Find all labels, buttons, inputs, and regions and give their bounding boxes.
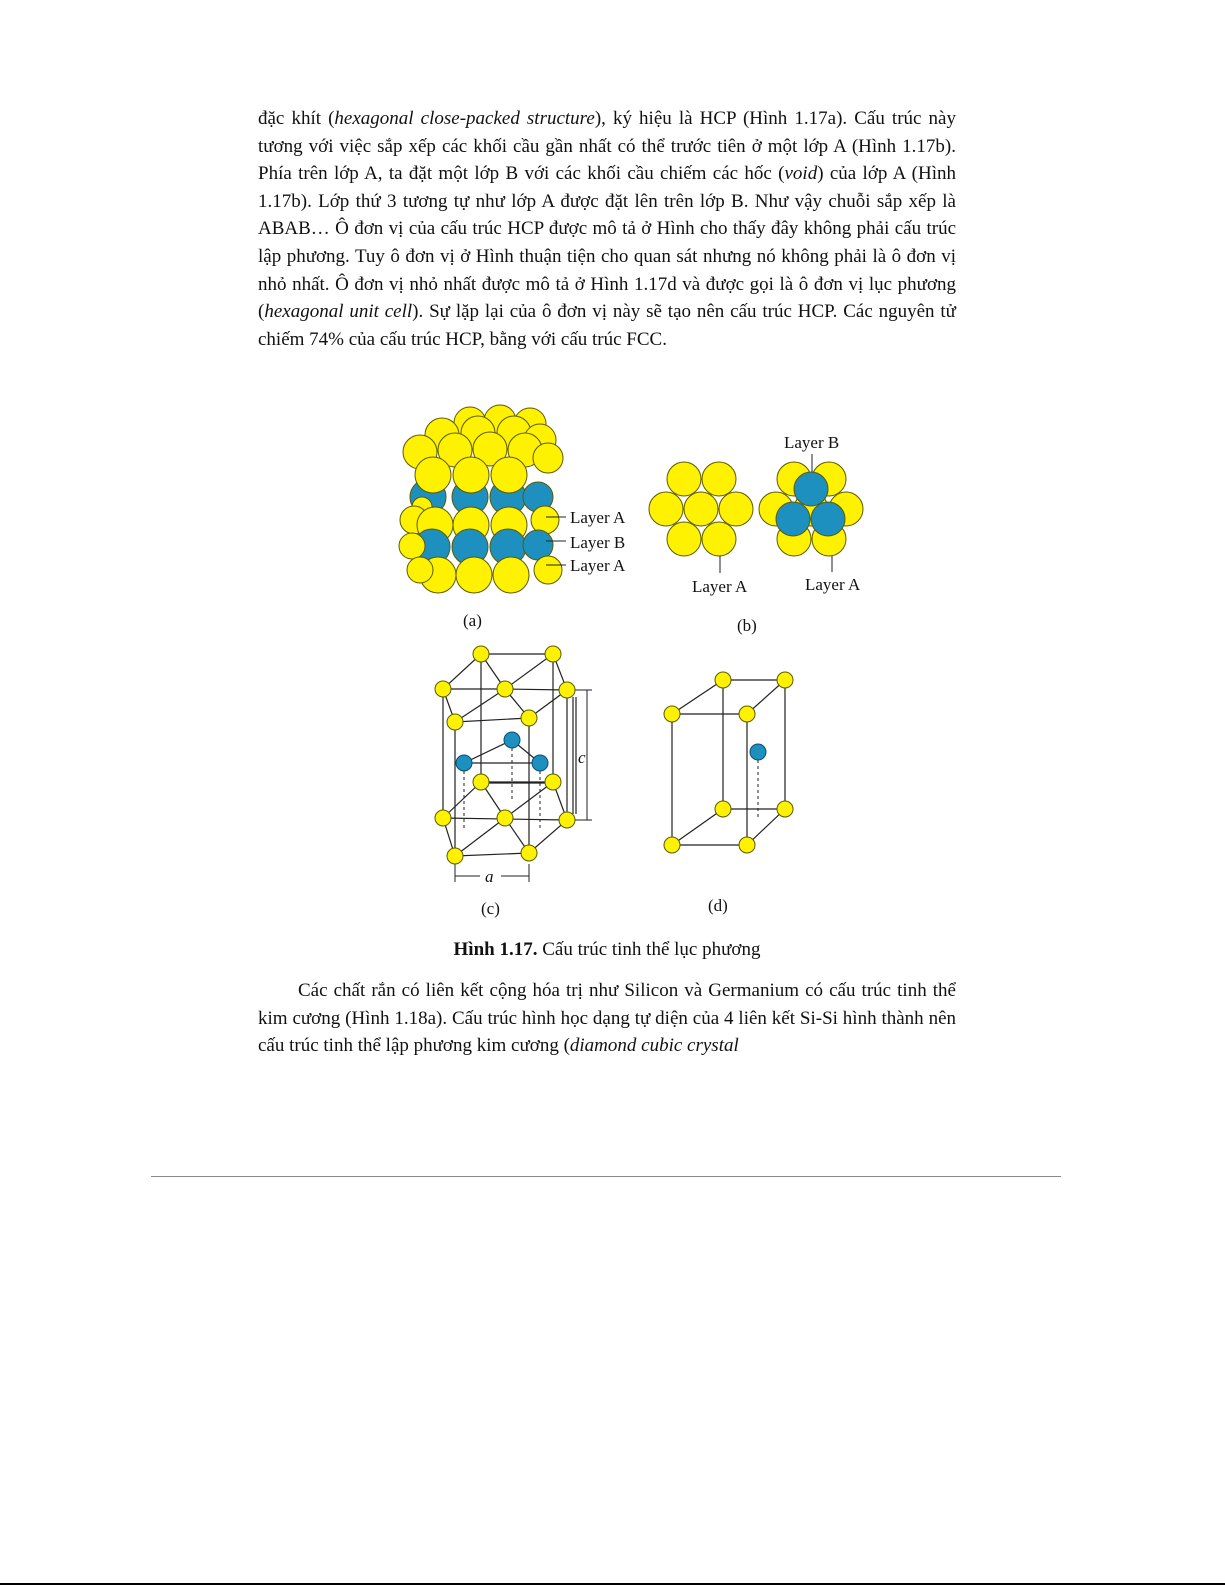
label-layer-b-top: Layer B <box>784 433 840 452</box>
label-c: (c) <box>481 899 500 918</box>
label-d: (d) <box>708 896 728 915</box>
label-layer-b: Layer B <box>570 533 626 552</box>
label-b: (b) <box>737 616 757 635</box>
hexagonal-unit-cell <box>664 672 793 853</box>
paragraph-hcp-intro: đặc khít (hexagonal close-packed structure), ký hiệu là HCP (Hình 1.17a). Cấu trúc này tương với việc sắp xếp các khối cầu gần nhất có thể trước tiên ở một lớp A (Hình 1.17b). Phía trên lớp A, ta đặt một lớp B với các khối cầu chiếm các hốc (void) của lớp A (Hình 1.17b). Lớp thứ 3 tương tự như lớp A được đặt lên trên lớp B. Như vậy chuỗi sắp xếp là ABAB… Ô đơn vị của cấu trúc HCP được mô tả ở Hình cho thấy đây không phải cấu trúc lập phương. Tuy ô đơn vị ở Hình thuận tiện cho quan sát nhưng nó không phải là ô đơn vị nhỏ nhất. Ô đơn vị nhỏ nhất được mô tả ở Hình 1.17d và được gọi là ô đơn vị lục phương (hexagonal unit cell). Sự lặp lại của ô đơn vị này sẽ tạo nên cấu trúc HCP. Các nguyên tử chiếm 74% của cấu trúc HCP, bằng với cấu trúc FCC. <box>258 108 956 350</box>
label-layer-a-bottom: Layer A <box>570 556 626 575</box>
label-layer-a-b1: Layer A <box>692 577 748 596</box>
paragraph-diamond-structure: Các chất rắn có liên kết cộng hóa trị như Silicon và Germanium có cấu trúc tinh thể kim cương (Hình 1.18a). Cấu trúc hình học dạng tự diện của 4 liên kết Si-Si hình thành nên cấu trúc tinh thể lập phương kim cương (diamond cubic crystal <box>258 980 956 1057</box>
layer-b-over-a-view <box>759 462 863 556</box>
figure-caption: Hình 1.17. Cấu trúc tinh thể lục phương <box>453 939 761 960</box>
dimension-c: c <box>578 748 586 767</box>
label-a: (a) <box>463 611 482 630</box>
hcp-stack-diagram <box>399 405 566 593</box>
layer-a-top-view <box>649 462 753 556</box>
dimension-a: a <box>485 867 494 886</box>
hcp-prism-cell <box>435 646 592 882</box>
label-layer-a-b2: Layer A <box>805 575 861 594</box>
label-layer-a-top: Layer A <box>570 508 626 527</box>
page-divider <box>151 1176 1061 1177</box>
